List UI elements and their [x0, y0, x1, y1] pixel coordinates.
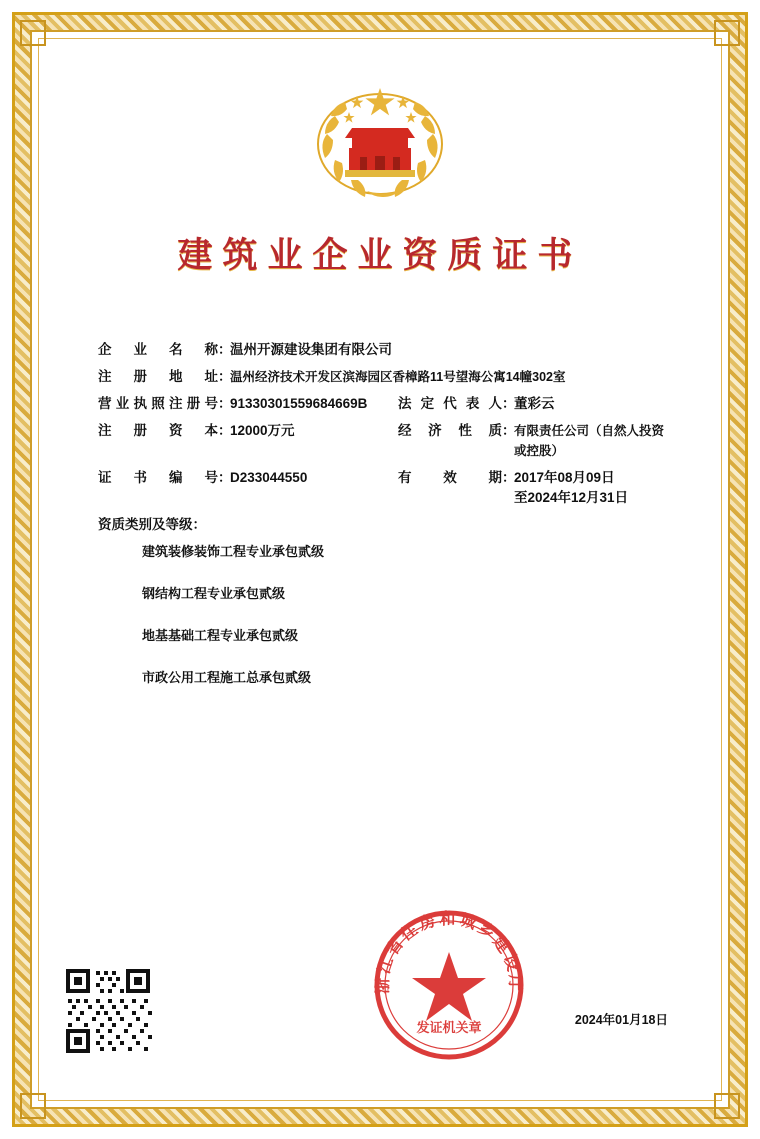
list-item: 地基基础工程专业承包贰级 — [142, 628, 299, 643]
address-label: 注册地址 — [98, 369, 218, 384]
field-row-capital-econtype — [98, 421, 678, 468]
company-name-label: 企业名称 — [98, 342, 218, 357]
field-validity: 有效期 ： 2017年08月09日 至2024年12月31日 — [398, 468, 678, 508]
national-emblem-icon — [305, 72, 455, 202]
qualifications-label: 资质类别及等级 — [98, 517, 193, 532]
econ-type-value: 有限责任公司（自然人投资或控股） — [514, 424, 665, 458]
field-econ-type: 经济性质 ： 有限责任公司（自然人投资或控股） — [398, 421, 678, 461]
license-no-value: 91330301559684669B — [230, 396, 368, 411]
field-cert-no: 证书编号 ： D233044550 — [98, 468, 398, 488]
corner-ornament-bottom-left — [20, 1093, 46, 1119]
field-capital: 注册资本 ： 12000万元 — [98, 421, 398, 441]
qr-code-icon[interactable] — [62, 965, 154, 1057]
cert-no-label: 证书编号 — [98, 470, 218, 485]
certificate-fields — [98, 340, 678, 710]
company-name-value: 温州开源建设集团有限公司 — [230, 342, 392, 357]
qualifications-list — [98, 542, 678, 688]
svg-text:发证机关章: 发证机关章 — [416, 1021, 482, 1036]
corner-ornament-top-left — [20, 20, 46, 46]
field-legal-rep: 法定代表人 ： 董彩云 — [398, 394, 678, 414]
econ-type-label: 经济性质 — [398, 423, 502, 438]
list-item: 建筑装修装饰工程专业承包贰级 — [142, 544, 325, 559]
national-emblem-container — [0, 72, 760, 202]
legal-rep-value: 董彩云 — [514, 396, 555, 411]
field-row-license-legalrep — [98, 394, 678, 421]
license-no-label: 营业执照注册号 — [98, 396, 218, 411]
field-qualifications-header: 资质类别及等级 ： — [98, 515, 678, 535]
address-value: 温州经济技术开发区滨海园区香樟路11号望海公寓14幢302室 — [230, 370, 566, 384]
issue-date: 2024年01月18日 — [574, 1013, 668, 1027]
list-item: 钢结构工程专业承包贰级 — [142, 586, 286, 601]
corner-ornament-bottom-right — [714, 1093, 740, 1119]
validity-to-value: 至2024年12月31日 — [514, 490, 629, 505]
field-row-certno-validity — [98, 468, 678, 515]
cert-no-value: D233044550 — [230, 470, 308, 485]
field-address: 注册地址 ： 温州经济技术开发区滨海园区香樟路11号望海公寓14幢302室 — [98, 367, 678, 387]
certificate-title: 建筑业企业资质证书 — [177, 235, 583, 276]
list-item: 市政公用工程施工总承包贰级 — [142, 670, 312, 685]
field-license-no: 营业执照注册号 ： 91330301559684669B — [98, 394, 398, 414]
field-company-name: 企业名称 ： 温州开源建设集团有限公司 — [98, 340, 678, 360]
capital-label: 注册资本 — [98, 423, 218, 438]
svg-text:浙江省住房和城乡建设厅: 浙江省住房和城乡建设厅 — [372, 909, 526, 994]
validity-from-value: 2017年08月09日 — [514, 470, 615, 485]
official-seal-icon — [368, 904, 530, 1066]
legal-rep-label: 法定代表人 — [398, 396, 502, 411]
corner-ornament-top-right — [714, 20, 740, 46]
capital-value: 12000万元 — [230, 423, 295, 438]
validity-label: 有效期 — [398, 470, 502, 485]
